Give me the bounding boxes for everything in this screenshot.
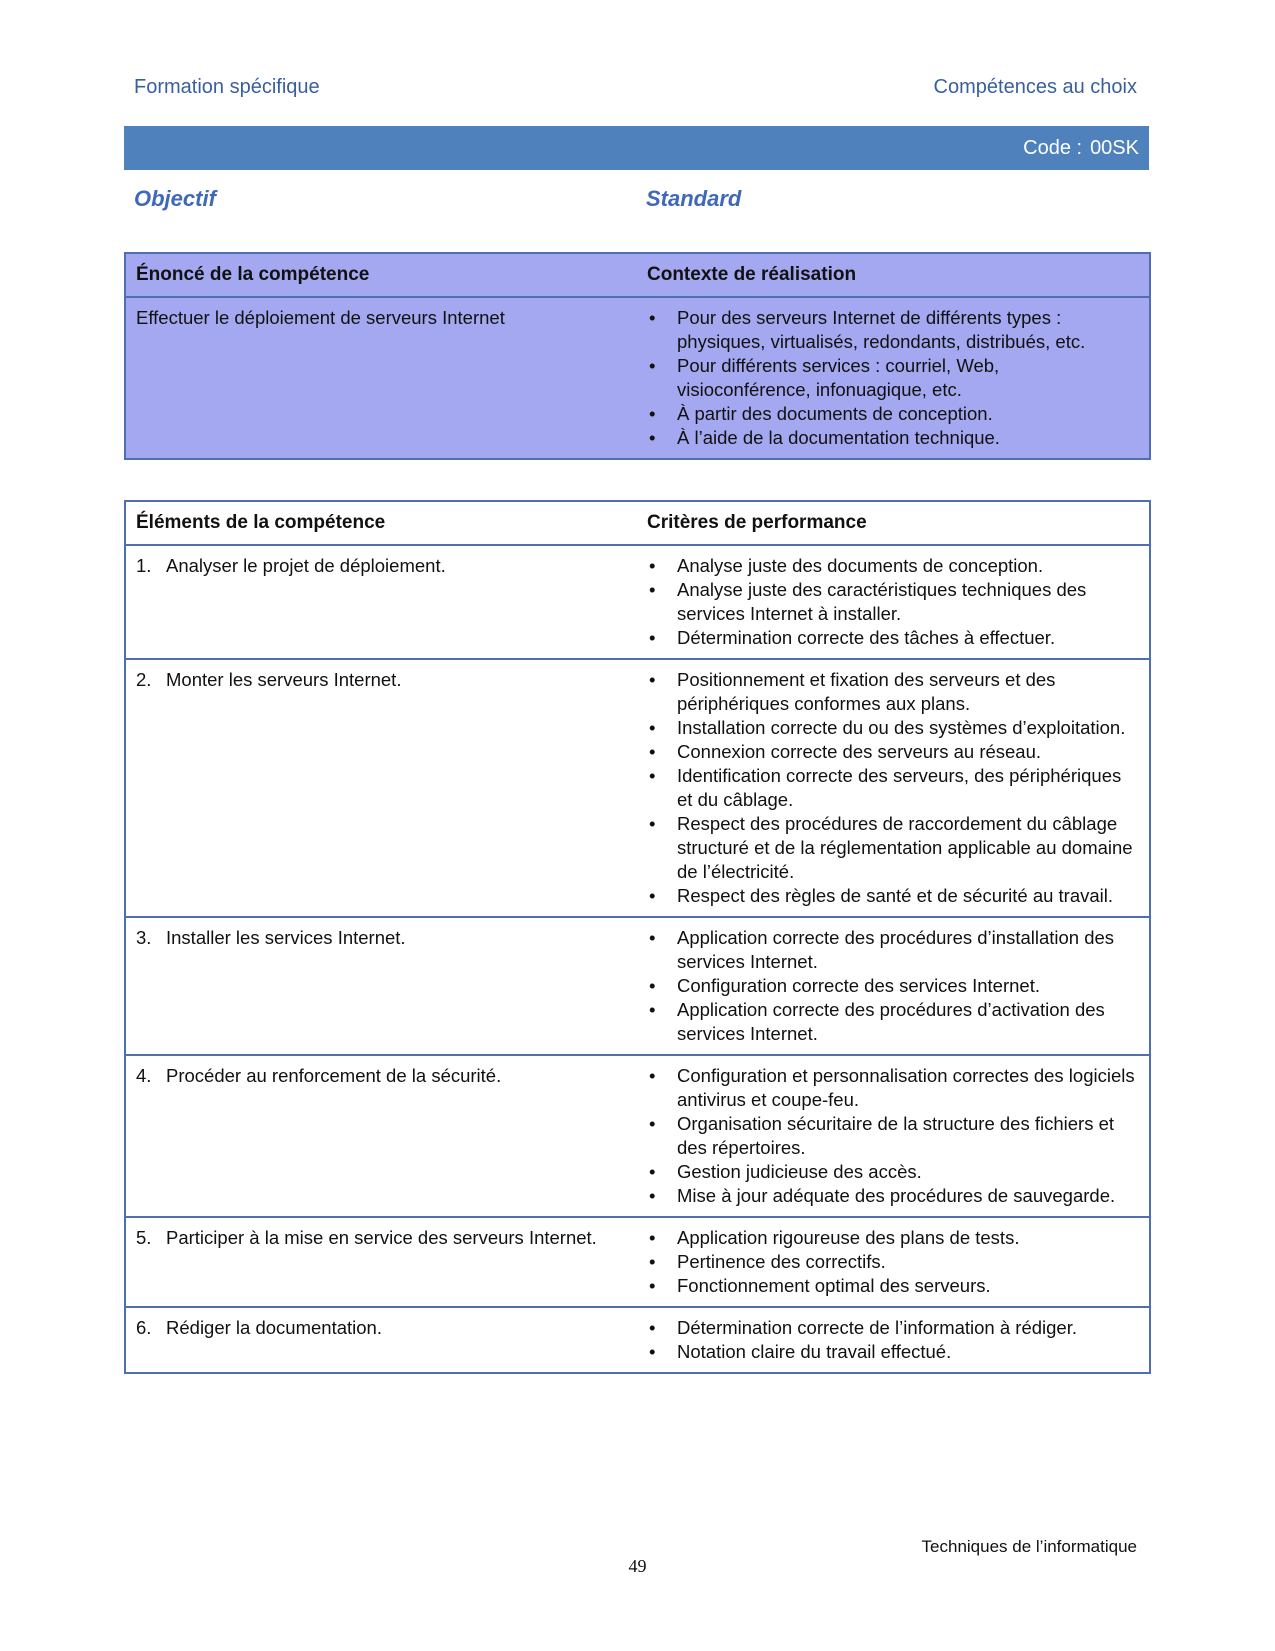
header-left: Formation spécifique: [134, 76, 320, 98]
element-row: [125, 545, 1150, 659]
element-text: Installer les services Internet.: [166, 927, 406, 948]
criterion: • Identification correcte des serveurs, des périphériques et du câblage.: [647, 764, 1137, 812]
criterion: • Respect des procédures de raccordement du câblage structuré et de la réglementation applicable au domaine de l’électricité.: [647, 812, 1137, 884]
competence-row: [125, 297, 1150, 459]
criteria-list: [647, 1316, 1137, 1364]
element-number: 2.: [136, 669, 152, 690]
criteria-cell: [637, 1055, 1150, 1217]
element-row: [125, 917, 1150, 1055]
criteria-list: [647, 1064, 1137, 1208]
criteria-cell: [637, 545, 1150, 659]
code-label: Code :: [1023, 136, 1083, 159]
elements-header: Éléments de la compétence: [125, 501, 637, 545]
element-number: 4.: [136, 1065, 152, 1086]
context-cell: [637, 297, 1150, 459]
criterion: • Installation correcte du ou des systèmes d’exploitation.: [647, 716, 1137, 740]
criteria-cell: [637, 1217, 1150, 1307]
element-text: Analyser le projet de déploiement.: [166, 555, 446, 576]
element-number: 1.: [136, 555, 152, 576]
element-text: Participer à la mise en service des serveurs Internet.: [166, 1227, 597, 1248]
criteria-cell: [637, 1307, 1150, 1373]
element-row: [125, 1307, 1150, 1373]
element-cell: [125, 1055, 637, 1217]
criteria-cell: [637, 917, 1150, 1055]
criterion: • Détermination correcte des tâches à effectuer.: [647, 626, 1137, 650]
criterion: • Connexion correcte des serveurs au réseau.: [647, 740, 1137, 764]
competence-table: [124, 252, 1151, 460]
criteria-list: [647, 926, 1137, 1046]
element-cell: [125, 917, 637, 1055]
criterion: • Application correcte des procédures d’installation des services Internet.: [647, 926, 1137, 974]
objective-title: Objectif: [134, 186, 216, 211]
criterion: • Notation claire du travail effectué.: [647, 1340, 1137, 1364]
code-value: 00SK: [1090, 136, 1139, 159]
context-header: Contexte de réalisation: [637, 253, 1150, 297]
context-item: • À l’aide de la documentation technique.: [647, 426, 1137, 450]
criterion: • Mise à jour adéquate des procédures de sauvegarde.: [647, 1184, 1137, 1208]
criterion: • Positionnement et fixation des serveurs et des périphériques conformes aux plans.: [647, 668, 1137, 716]
competence-statement: Effectuer le déploiement de serveurs Internet: [125, 297, 637, 459]
page-number: 49: [628, 1556, 647, 1576]
context-item: • Pour des serveurs Internet de différents types : physiques, virtualisés, redondants, distribués, etc.: [647, 306, 1137, 354]
footer-program: Techniques de l’informatique: [921, 1537, 1137, 1556]
criterion: • Pertinence des correctifs.: [647, 1250, 1137, 1274]
header-right: Compétences au choix: [933, 76, 1137, 98]
criterion: • Respect des règles de santé et de sécurité au travail.: [647, 884, 1137, 908]
criteria-cell: [637, 659, 1150, 917]
standard-title: Standard: [646, 186, 742, 211]
context-item: • À partir des documents de conception.: [647, 402, 1137, 426]
criterion: • Configuration correcte des services Internet.: [647, 974, 1137, 998]
element-row: [125, 1055, 1150, 1217]
element-row: [125, 659, 1150, 917]
context-list: [647, 306, 1137, 450]
element-text: Rédiger la documentation.: [166, 1317, 382, 1338]
criterion: • Analyse juste des documents de conception.: [647, 554, 1137, 578]
code-bar: [124, 126, 1149, 170]
section-titles: [134, 186, 1137, 216]
element-cell: [125, 1217, 637, 1307]
criterion: • Gestion judicieuse des accès.: [647, 1160, 1137, 1184]
element-text: Monter les serveurs Internet.: [166, 669, 402, 690]
element-row: [125, 1217, 1150, 1307]
page-header: [134, 76, 1137, 98]
criterion: • Application rigoureuse des plans de tests.: [647, 1226, 1137, 1250]
element-cell: [125, 659, 637, 917]
element-cell: [125, 545, 637, 659]
element-number: 5.: [136, 1227, 152, 1248]
criterion: • Analyse juste des caractéristiques techniques des services Internet à installer.: [647, 578, 1137, 626]
criteria-list: [647, 1226, 1137, 1298]
element-cell: [125, 1307, 637, 1373]
criterion: • Configuration et personnalisation correctes des logiciels antivirus et coupe-feu.: [647, 1064, 1137, 1112]
context-item: • Pour différents services : courriel, Web, visioconférence, infonuagique, etc.: [647, 354, 1137, 402]
criterion: • Détermination correcte de l’information à rédiger.: [647, 1316, 1137, 1340]
competence-statement-header: Énoncé de la compétence: [125, 253, 637, 297]
criterion: • Fonctionnement optimal des serveurs.: [647, 1274, 1137, 1298]
criteria-list: [647, 554, 1137, 650]
elements-table: [124, 500, 1151, 1374]
criteria-list: [647, 668, 1137, 908]
criteria-header: Critères de performance: [637, 501, 1150, 545]
criterion: • Organisation sécuritaire de la structure des fichiers et des répertoires.: [647, 1112, 1137, 1160]
criterion: • Application correcte des procédures d’activation des services Internet.: [647, 998, 1137, 1046]
element-number: 3.: [136, 927, 152, 948]
element-text: Procéder au renforcement de la sécurité.: [166, 1065, 502, 1086]
element-number: 6.: [136, 1317, 152, 1338]
